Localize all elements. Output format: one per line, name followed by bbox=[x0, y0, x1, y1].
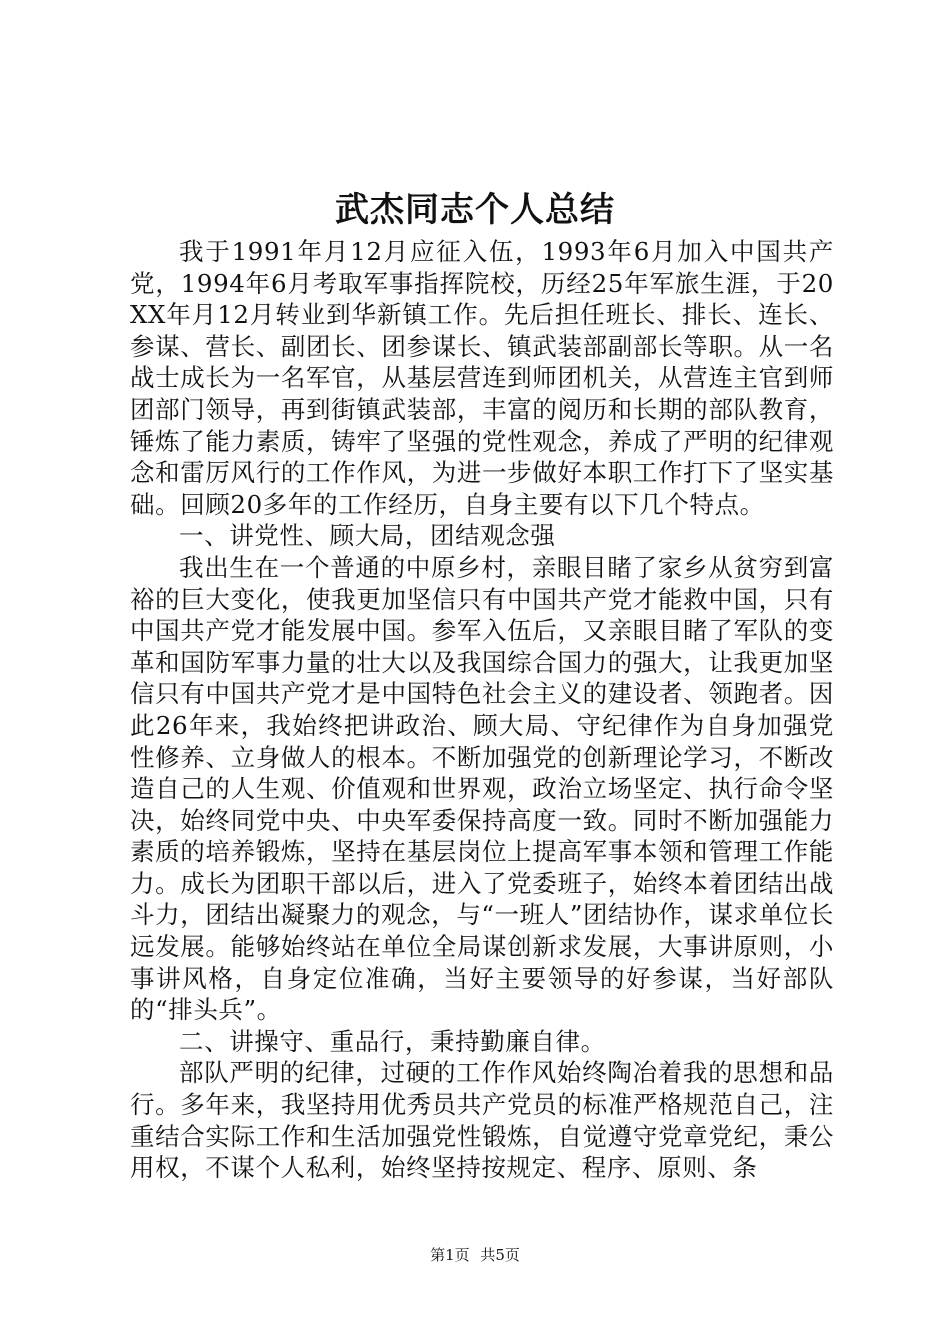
paragraph-intro: 我于1991年月12月应征入伍，1993年6月加入中国共产党，1994年6月考取军事指挥院校，历经25年军旅生涯，于20XX年月12月转业到华新镇工作。先后担任班长、排长、连长、参谋、营长、副团长、团参谋长、镇武装部副部长等职。从一名战士成长为一名军官，从基层营连到师团机关，从营连主官到师团部门领导，再到街镇武装部，丰富的阅历和长期的部队教育，锤炼了能力素质，铸牢了坚强的党性观念，养成了严明的纪律观念和雷厉风行的工作作风，为进一步做好本职工作打下了坚实基础。回顾20多年的工作经历，自身主要有以下几个特点。 bbox=[130, 237, 834, 519]
section-heading-2: 二、讲操守、重品行，秉持勤廉自律。 bbox=[179, 1026, 606, 1056]
paragraph-section-1: 我出生在一个普通的中原乡村，亲眼目睹了家乡从贫穷到富裕的巨大变化，使我更加坚信只有中国共产党才能救中国，只有中国共产党才能发展中国。参军入伍后，又亲眼目睹了军队的变革和国防军事力量的壮大以及我国综合国力的强大，让我更加坚信只有中国共产党才是中国特色社会主义的建设者、领跑者。因此26年来，我始终把讲政治、顾大局、守纪律作为自身加强党性修养、立身做人的根本。不断加强党的创新理论学习，不断改造自己的人生观、价值观和世界观，政治立场坚定、执行命令坚决，始终同党中央、中央军委保持高度一致。同时不断加强能力素质的培养锻炼，坚持在基层岗位上提高军事本领和管理工作能力。成长为团职干部以后，进入了党委班子，始终本着团结出战斗力，团结出凝聚力的观念，与“一班人”团结协作，谋求单位长远发展。能够始终站在单位全局谋创新求发展，大事讲原则，小事讲风格，自身定位准确，当好主要领导的好参谋，当好部队的“排头兵”。 bbox=[130, 552, 834, 1025]
section-heading-1: 一、讲党性、顾大局，团结观念强 bbox=[179, 521, 556, 551]
document-body bbox=[130, 236, 834, 1184]
paragraph-section-2: 部队严明的纪律，过硬的工作作风始终陶冶着我的思想和品行。多年来，我坚持用优秀员共产党员的标准严格规范自己，注重结合实际工作和生活加强党性锻炼，自觉遵守党章党纪，秉公用权，不谋个人私利，始终坚持按规定、程序、原则、条 bbox=[130, 1058, 834, 1183]
page-total: 共5页 bbox=[480, 1246, 520, 1264]
document-title: 武杰同志个人总结 bbox=[335, 190, 615, 230]
page-number: 第1页 bbox=[430, 1246, 470, 1264]
page-footer bbox=[0, 1245, 950, 1265]
